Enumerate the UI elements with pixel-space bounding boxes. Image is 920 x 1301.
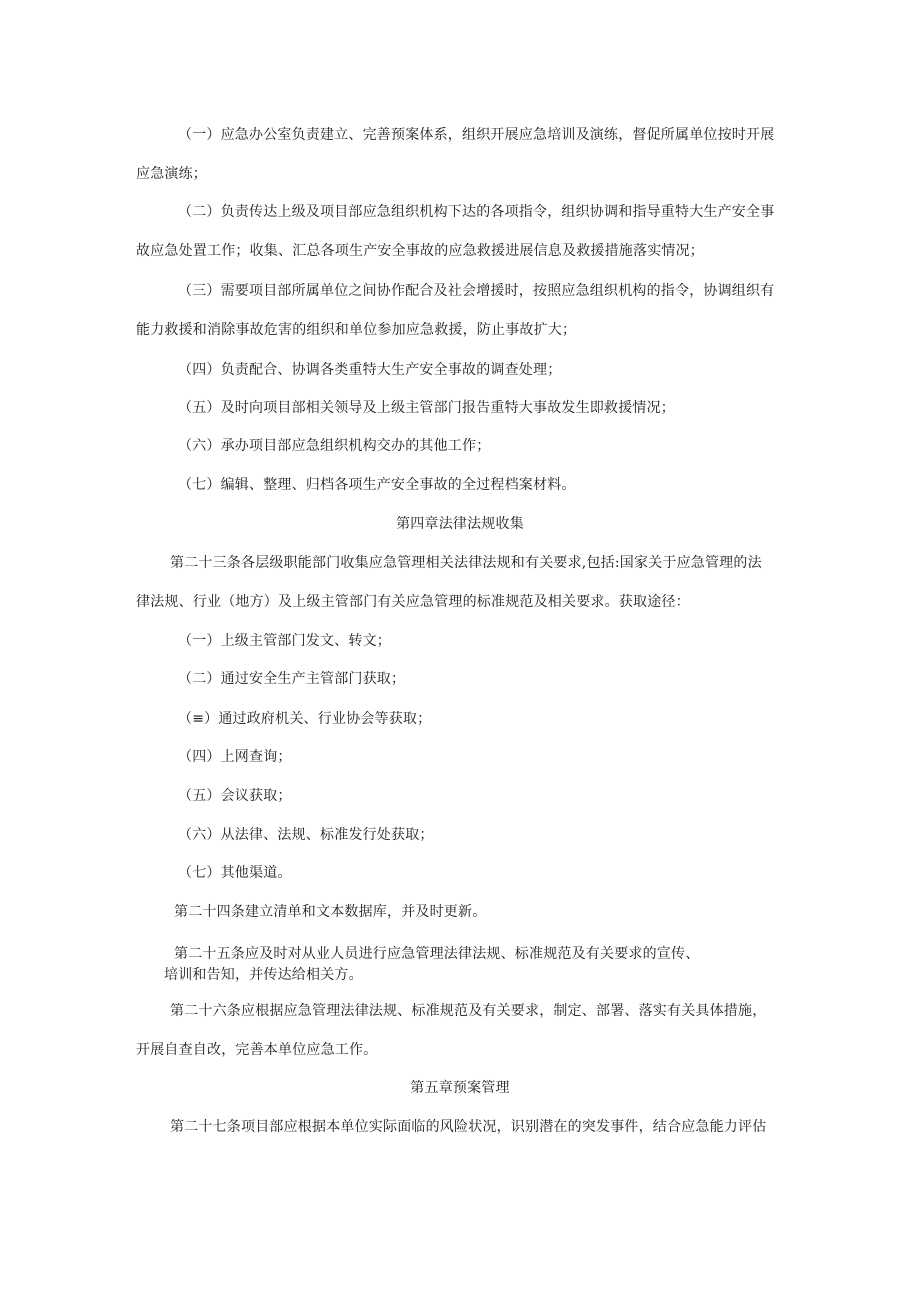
paragraph-line: 第二十五条应及时对从业人员进行应急管理法律法规、标准规范及有关要求的宣传、 <box>174 946 700 962</box>
list-item: （一）上级主管部门发文、转文； <box>178 633 391 649</box>
paragraph-line: （三）需要项目部所属单位之间协作配合及社会增援时，按照应急组织机构的指令，协调组织有 <box>178 283 775 299</box>
paragraph-line: 律法规、行业（地方）及上级主管部门有关应急管理的标准规范及相关要求。获取途径： <box>136 594 690 610</box>
list-item: （≡）通过政府机关、行业协会等获取； <box>178 711 432 727</box>
list-item: （五）及时向项目部相关领导及上级主管部门报告重特大事故发生即救援情况； <box>178 400 675 416</box>
paragraph-line: 应急演练； <box>136 166 207 182</box>
list-item: （七）其他渠道。 <box>178 865 292 881</box>
paragraph-line: 开展自查自改，完善本单位应急工作。 <box>136 1042 378 1058</box>
paragraph-line: 故应急处置工作；收集、汇总各项生产安全事故的应急救援进展信息及救援措施落实情况； <box>136 243 704 259</box>
paragraph-line: （一）应急办公室负责建立、完善预案体系，组织开展应急培训及演练，督促所属单位按时开展 <box>178 127 775 143</box>
list-item: （二）通过安全生产主管部门获取； <box>178 671 406 687</box>
paragraph-line: 第二十七条项目部应根据本单位实际面临的风险状况，识别潜在的突发事件，结合应急能力评估 <box>170 1119 767 1135</box>
article-line: 第二十四条建立清单和文本数据库，并及时更新。 <box>174 904 487 920</box>
list-item: （六）承办项目部应急组织机构交办的其他工作； <box>178 438 491 454</box>
paragraph-line: 能力救援和消除事故危害的组织和单位参加应急救援，防止事故扩大； <box>136 322 577 338</box>
chapter-heading: 第四章法律法规收集 <box>396 516 524 532</box>
paragraph-line: 培训和告知，并传达给相关方。 <box>164 967 363 983</box>
paragraph-line: 第二十六条应根据应急管理法律法规、标准规范及有关要求，制定、部署、落实有关具体措施， <box>170 1003 767 1019</box>
list-item: （四）上网查询； <box>178 749 292 765</box>
chapter-heading: 第五章预案管理 <box>410 1080 510 1096</box>
paragraph-line: 第二十三条各层级职能部门收集应急管理相关法律法规和有关要求,包括:国家关于应急管理的法 <box>170 555 762 571</box>
list-item: （五）会议获取； <box>178 788 292 804</box>
paragraph-line: （二）负责传达上级及项目部应急组织机构下达的各项指令，组织协调和指导重特大生产安全事 <box>178 204 775 220</box>
list-item: （六）从法律、法规、标准发行处获取； <box>178 827 434 843</box>
list-item: （七）编辑、整理、归档各项生产安全事故的全过程档案材料。 <box>178 477 576 493</box>
list-item: （四）负责配合、协调各类重特大生产安全事故的调查处理； <box>178 362 562 378</box>
